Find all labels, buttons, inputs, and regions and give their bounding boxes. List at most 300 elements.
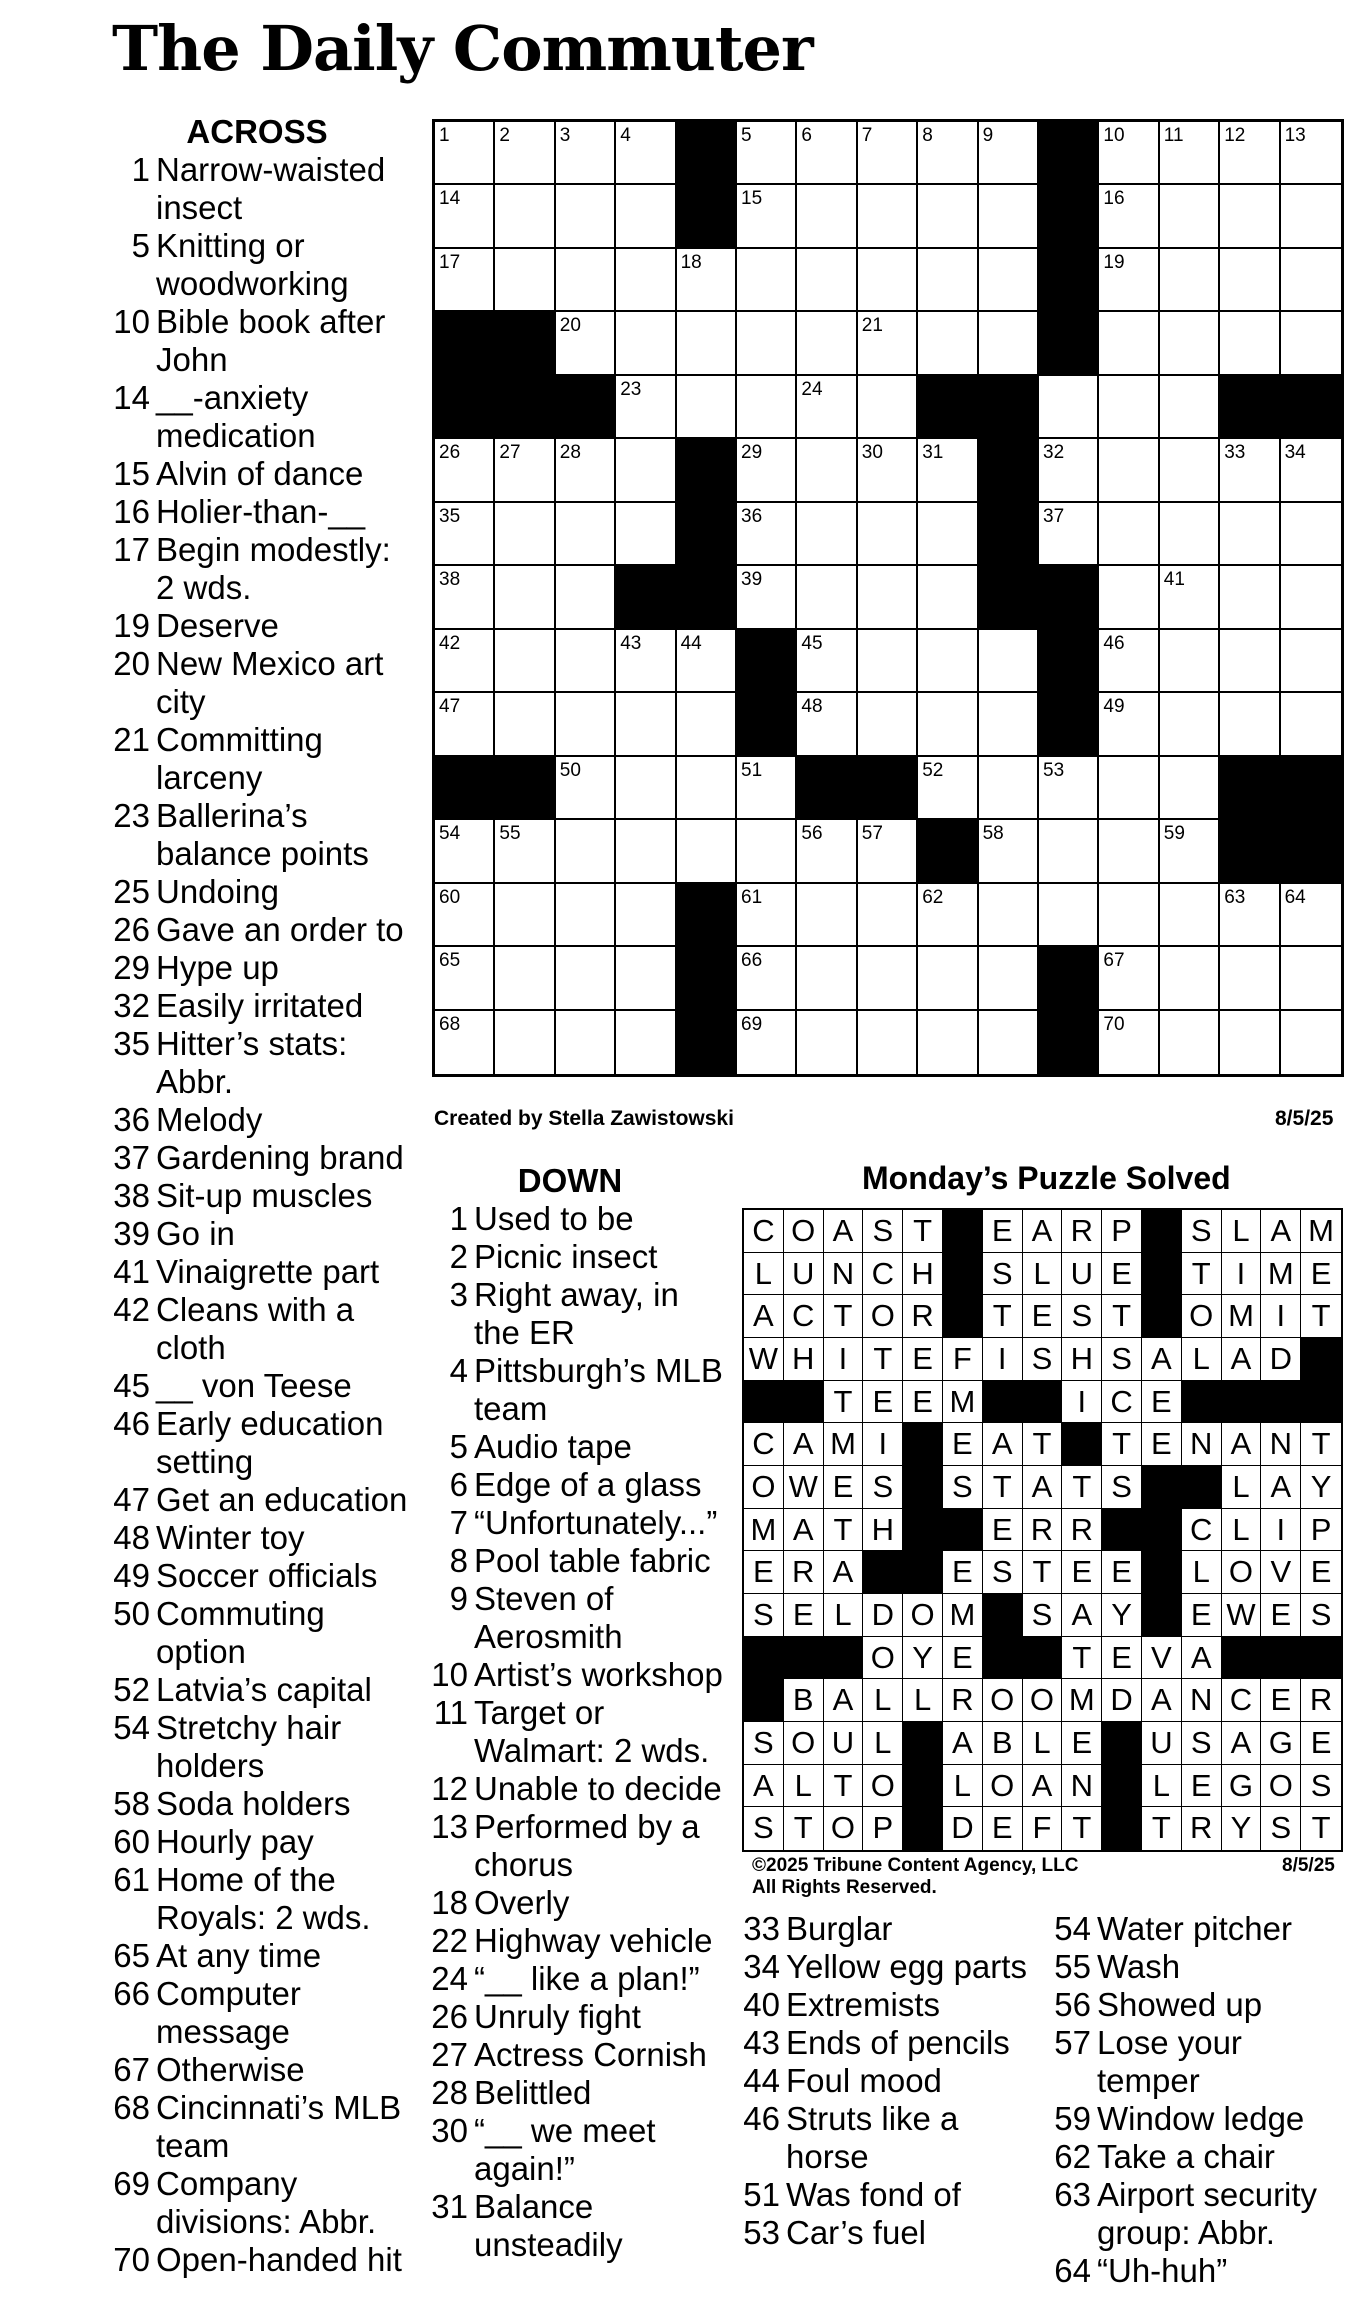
grid-cell[interactable]: [1160, 249, 1220, 312]
grid-cell[interactable]: [797, 312, 857, 375]
cell-number: 18: [680, 251, 702, 273]
solution-black-square: [784, 1637, 824, 1680]
black-square: [737, 630, 797, 693]
grid-cell[interactable]: [1220, 439, 1280, 502]
clue-number: 46: [113, 1405, 150, 1442]
cell-number: 54: [439, 823, 461, 845]
grid-cell[interactable]: [737, 439, 797, 502]
solution-letter: A: [1142, 1679, 1182, 1722]
grid-cell[interactable]: [677, 249, 737, 312]
grid-cell[interactable]: [1099, 185, 1159, 248]
solution-letter: C: [1102, 1381, 1142, 1424]
grid-cell[interactable]: [677, 312, 737, 375]
grid-cell[interactable]: [556, 122, 616, 185]
grid-cell[interactable]: [858, 820, 918, 883]
grid-cell[interactable]: [918, 757, 978, 820]
grid-cell[interactable]: [1281, 630, 1341, 693]
clue-down3-56: [1053, 1986, 1353, 2024]
clue-across-60: [112, 1823, 412, 1861]
grid-cell[interactable]: [1160, 503, 1220, 566]
grid-cell[interactable]: [1281, 566, 1341, 629]
grid-cell[interactable]: [495, 947, 555, 1010]
solution-letter: V: [1261, 1551, 1301, 1594]
cell-number: 29: [741, 442, 763, 464]
black-square: [1220, 820, 1280, 883]
grid-cell[interactable]: [858, 376, 918, 439]
grid-cell[interactable]: [435, 439, 495, 502]
grid-cell[interactable]: [1099, 566, 1159, 629]
grid-cell[interactable]: [918, 439, 978, 502]
cell-number: 5: [741, 125, 752, 146]
grid-cell[interactable]: [1281, 249, 1341, 312]
grid-cell[interactable]: [979, 312, 1039, 375]
grid-cell[interactable]: [737, 503, 797, 566]
clue-down2-46: [742, 2100, 1042, 2176]
grid-cell[interactable]: [556, 439, 616, 502]
clue-number: 53: [743, 2214, 780, 2251]
solution-letter: E: [824, 1466, 864, 1509]
grid-cell[interactable]: [1220, 693, 1280, 756]
grid-cell[interactable]: [918, 1011, 978, 1074]
grid-cell[interactable]: [737, 1011, 797, 1074]
clue-number: 2: [449, 1238, 468, 1275]
grid-cell[interactable]: [616, 757, 676, 820]
grid-cell[interactable]: [1039, 757, 1099, 820]
clue-number: 1: [131, 151, 150, 188]
grid-cell[interactable]: [979, 884, 1039, 947]
grid-cell[interactable]: [797, 503, 857, 566]
cell-number: 60: [439, 886, 461, 908]
solution-letter: N: [1182, 1679, 1222, 1722]
grid-cell[interactable]: [979, 249, 1039, 312]
grid-cell[interactable]: [616, 820, 676, 883]
black-square: [677, 884, 737, 947]
solution-letter: S: [744, 1594, 784, 1637]
clue-text: Performed by a chorus: [474, 1808, 700, 1883]
grid-cell[interactable]: [1160, 884, 1220, 947]
grid-cell[interactable]: [1281, 503, 1341, 566]
grid-cell[interactable]: [918, 884, 978, 947]
clue-down1-2: [430, 1238, 730, 1276]
down-list-3: [1053, 1910, 1353, 2290]
grid-cell[interactable]: [1281, 122, 1341, 185]
clue-number: 29: [113, 949, 150, 986]
grid-cell[interactable]: [979, 693, 1039, 756]
grid-cell[interactable]: [495, 439, 555, 502]
grid-cell[interactable]: [616, 1011, 676, 1074]
solution-letter: E: [1062, 1551, 1102, 1594]
grid-cell[interactable]: [918, 185, 978, 248]
grid-cell[interactable]: [435, 630, 495, 693]
solution-letter: I: [1222, 1253, 1262, 1296]
solution-letter: Y: [1301, 1466, 1341, 1509]
grid-cell[interactable]: [1160, 693, 1220, 756]
grid-cell[interactable]: [1160, 439, 1220, 502]
grid-cell[interactable]: [797, 630, 857, 693]
clue-down1-12: [430, 1770, 730, 1808]
grid-cell[interactable]: [1160, 185, 1220, 248]
cell-number: 56: [801, 823, 823, 845]
grid-cell[interactable]: [435, 249, 495, 312]
grid-cell[interactable]: [1160, 566, 1220, 629]
grid-cell[interactable]: [495, 503, 555, 566]
grid-cell[interactable]: [1099, 693, 1159, 756]
grid-cell[interactable]: [616, 884, 676, 947]
grid-cell[interactable]: [858, 693, 918, 756]
grid-cell[interactable]: [1220, 630, 1280, 693]
grid-cell[interactable]: [1220, 122, 1280, 185]
grid-cell[interactable]: [797, 1011, 857, 1074]
grid-cell[interactable]: [1039, 820, 1099, 883]
clue-text: Vinaigrette part: [156, 1253, 380, 1290]
grid-cell[interactable]: [1160, 1011, 1220, 1074]
black-square: [1039, 566, 1099, 629]
grid-cell[interactable]: [1099, 312, 1159, 375]
clue-number: 20: [113, 645, 150, 682]
clue-text: Steven of Aerosmith: [474, 1580, 623, 1655]
cell-number: 46: [1103, 632, 1125, 654]
grid-cell[interactable]: [797, 566, 857, 629]
grid-cell[interactable]: [858, 947, 918, 1010]
grid-cell[interactable]: [979, 947, 1039, 1010]
clue-text: Hourly pay: [156, 1823, 314, 1860]
grid-cell[interactable]: [677, 757, 737, 820]
solution-letter: M: [1062, 1679, 1102, 1722]
clue-number: 27: [431, 2036, 468, 2073]
grid-cell[interactable]: [495, 185, 555, 248]
grid-cell[interactable]: [556, 312, 616, 375]
solution-letter: E: [1182, 1594, 1222, 1637]
clue-number: 5: [449, 1428, 468, 1465]
solution-letter: R: [1062, 1210, 1102, 1253]
grid-cell[interactable]: [858, 630, 918, 693]
solution-letter: F: [1023, 1807, 1063, 1850]
solution-letter: N: [1062, 1765, 1102, 1808]
grid-cell[interactable]: [737, 122, 797, 185]
solution-letter: M: [943, 1381, 983, 1424]
clue-text: Go in: [156, 1215, 235, 1252]
grid-cell[interactable]: [1281, 185, 1341, 248]
grid-cell[interactable]: [979, 630, 1039, 693]
clue-text: __ von Teese: [156, 1367, 352, 1404]
grid-cell[interactable]: [1281, 693, 1341, 756]
grid-cell[interactable]: [677, 820, 737, 883]
cell-number: 22: [1043, 315, 1065, 337]
grid-cell[interactable]: [556, 503, 616, 566]
solution-letter: E: [903, 1381, 943, 1424]
clue-across-39: [112, 1215, 412, 1253]
black-square: [435, 312, 495, 375]
grid-cell[interactable]: [918, 249, 978, 312]
grid-cell[interactable]: [737, 249, 797, 312]
grid-cell[interactable]: [677, 693, 737, 756]
grid-cell[interactable]: [797, 122, 857, 185]
grid-cell[interactable]: [435, 693, 495, 756]
grid-cell[interactable]: [797, 947, 857, 1010]
grid-cell[interactable]: [1160, 820, 1220, 883]
grid-cell[interactable]: [616, 122, 676, 185]
grid-cell[interactable]: [435, 947, 495, 1010]
grid-cell[interactable]: [556, 1011, 616, 1074]
grid-cell[interactable]: [918, 693, 978, 756]
grid-cell[interactable]: [616, 376, 676, 439]
clue-down2-43: [742, 2024, 1042, 2062]
cell-number: 19: [1103, 251, 1125, 273]
grid-cell[interactable]: [556, 630, 616, 693]
grid-cell[interactable]: [1099, 439, 1159, 502]
grid-cell[interactable]: [979, 820, 1039, 883]
grid-cell[interactable]: [435, 122, 495, 185]
grid-cell[interactable]: [1160, 757, 1220, 820]
grid-cell[interactable]: [616, 439, 676, 502]
grid-cell[interactable]: [556, 693, 616, 756]
clue-number: 4: [449, 1352, 468, 1389]
grid-cell[interactable]: [1220, 185, 1280, 248]
clue-across-50: [112, 1595, 412, 1671]
grid-cell[interactable]: [556, 566, 616, 629]
solution-black-square: [1023, 1637, 1063, 1680]
cell-number: 52: [922, 759, 944, 781]
cell-number: 3: [559, 125, 571, 146]
black-square: [677, 439, 737, 502]
clue-text: Bible book after John: [156, 303, 386, 378]
solution-black-square: [1142, 1466, 1182, 1509]
grid-cell[interactable]: [616, 693, 676, 756]
solution-letter: Y: [1222, 1807, 1262, 1850]
grid-cell[interactable]: [797, 884, 857, 947]
clue-number: 62: [1054, 2138, 1091, 2175]
grid-cell[interactable]: [918, 630, 978, 693]
cell-number: 7: [861, 125, 873, 146]
grid-cell[interactable]: [435, 503, 495, 566]
solution-letter: O: [1182, 1295, 1222, 1338]
grid-cell[interactable]: [858, 249, 918, 312]
grid-cell[interactable]: [1281, 1011, 1341, 1074]
solution-letter: A: [744, 1765, 784, 1808]
grid-cell[interactable]: [556, 757, 616, 820]
grid-cell[interactable]: [979, 1011, 1039, 1074]
solution-letter: O: [744, 1466, 784, 1509]
grid-cell[interactable]: [616, 249, 676, 312]
grid-cell[interactable]: [616, 503, 676, 566]
solution-letter: M: [943, 1594, 983, 1637]
grid-cell[interactable]: [858, 566, 918, 629]
grid-cell[interactable]: [435, 884, 495, 947]
grid-cell[interactable]: [1220, 312, 1280, 375]
clue-number: 40: [743, 1986, 780, 2023]
black-square: [677, 566, 737, 629]
grid-cell[interactable]: [858, 312, 918, 375]
solution-letter: E: [1142, 1381, 1182, 1424]
solution-letter: O: [863, 1295, 903, 1338]
grid-cell[interactable]: [495, 566, 555, 629]
solution-black-square: [1142, 1295, 1182, 1338]
solution-black-square: [1102, 1807, 1142, 1850]
solution-black-square: [863, 1551, 903, 1594]
grid-cell[interactable]: [435, 820, 495, 883]
clue-down1-4: [430, 1352, 730, 1428]
black-square: [979, 439, 1039, 502]
grid-cell[interactable]: [677, 376, 737, 439]
grid-cell[interactable]: [797, 439, 857, 502]
grid-cell[interactable]: [1099, 884, 1159, 947]
cell-number: 10: [1103, 125, 1125, 146]
grid-cell[interactable]: [797, 185, 857, 248]
grid-cell[interactable]: [797, 249, 857, 312]
grid-cell[interactable]: [1099, 376, 1159, 439]
grid-cell[interactable]: [858, 122, 918, 185]
grid-cell[interactable]: [918, 122, 978, 185]
solution-letter: I: [983, 1338, 1023, 1381]
grid-cell[interactable]: [737, 566, 797, 629]
grid-cell[interactable]: [737, 312, 797, 375]
clue-text: Actress Cornish: [474, 2036, 707, 2073]
grid-cell[interactable]: [737, 884, 797, 947]
solution-letter: E: [943, 1423, 983, 1466]
grid-cell[interactable]: [495, 249, 555, 312]
solution-letter: T: [1062, 1807, 1102, 1850]
grid-cell[interactable]: [1099, 820, 1159, 883]
clue-text: Unable to decide: [474, 1770, 722, 1807]
grid-cell[interactable]: [1281, 947, 1341, 1010]
grid-cell[interactable]: [495, 122, 555, 185]
grid-cell[interactable]: [495, 630, 555, 693]
clue-across-20: [112, 645, 412, 721]
clue-text: “Uh-huh”: [1097, 2252, 1228, 2289]
grid-cell[interactable]: [495, 820, 555, 883]
solution-letter: R: [1062, 1509, 1102, 1552]
grid-cell[interactable]: [556, 947, 616, 1010]
clue-number: 35: [113, 1025, 150, 1062]
solution-black-square: [1301, 1637, 1341, 1680]
grid-cell[interactable]: [1160, 630, 1220, 693]
grid-cell[interactable]: [1099, 630, 1159, 693]
grid-cell[interactable]: [858, 503, 918, 566]
grid-cell[interactable]: [1160, 376, 1220, 439]
grid-cell[interactable]: [858, 439, 918, 502]
grid-cell[interactable]: [1039, 503, 1099, 566]
grid-cell[interactable]: [797, 693, 857, 756]
grid-cell[interactable]: [556, 884, 616, 947]
grid-cell[interactable]: [1099, 249, 1159, 312]
solution-letter: H: [903, 1253, 943, 1296]
cell-number: 51: [741, 759, 763, 781]
clue-number: 70: [113, 2241, 150, 2278]
clue-across-32: [112, 987, 412, 1025]
grid-cell[interactable]: [1220, 503, 1280, 566]
grid-cell[interactable]: [1220, 884, 1280, 947]
grid-cell[interactable]: [797, 376, 857, 439]
cell-number: 35: [439, 505, 461, 527]
grid-cell[interactable]: [556, 820, 616, 883]
grid-cell[interactable]: [858, 884, 918, 947]
grid-cell[interactable]: [495, 693, 555, 756]
grid-cell[interactable]: [858, 1011, 918, 1074]
black-square: [677, 185, 737, 248]
grid-cell[interactable]: [979, 122, 1039, 185]
grid-cell[interactable]: [979, 757, 1039, 820]
grid-cell[interactable]: [1281, 312, 1341, 375]
grid-cell[interactable]: [1099, 947, 1159, 1010]
grid-cell[interactable]: [1039, 439, 1099, 502]
grid-cell[interactable]: [1220, 1011, 1280, 1074]
solution-grid: [742, 1208, 1343, 1852]
grid-cell[interactable]: [1099, 122, 1159, 185]
grid-cell[interactable]: [495, 884, 555, 947]
crossword-grid[interactable]: [432, 119, 1344, 1077]
grid-cell[interactable]: [616, 185, 676, 248]
grid-cell[interactable]: [737, 757, 797, 820]
grid-cell[interactable]: [495, 1011, 555, 1074]
grid-cell[interactable]: [737, 947, 797, 1010]
grid-cell[interactable]: [556, 249, 616, 312]
grid-cell[interactable]: [677, 630, 737, 693]
grid-cell[interactable]: [1039, 376, 1099, 439]
grid-cell[interactable]: [1160, 122, 1220, 185]
grid-cell[interactable]: [1220, 566, 1280, 629]
clue-down1-24: [430, 1960, 730, 1998]
grid-cell[interactable]: [1160, 947, 1220, 1010]
grid-cell[interactable]: [1099, 503, 1159, 566]
across-list: [112, 151, 412, 2279]
grid-cell[interactable]: [616, 947, 676, 1010]
cell-number: 38: [439, 569, 461, 591]
grid-cell[interactable]: [918, 566, 978, 629]
grid-cell[interactable]: [1160, 312, 1220, 375]
grid-cell[interactable]: [1099, 757, 1159, 820]
clue-number: 34: [743, 1948, 780, 1985]
grid-cell[interactable]: [556, 185, 616, 248]
clue-text: Wash: [1097, 1948, 1181, 1985]
clue-number: 55: [1054, 1948, 1091, 1985]
grid-cell[interactable]: [737, 376, 797, 439]
grid-cell[interactable]: [435, 185, 495, 248]
grid-cell[interactable]: [918, 312, 978, 375]
clue-text: Unruly fight: [474, 1998, 641, 2035]
grid-cell[interactable]: [1220, 249, 1280, 312]
solution-letter: E: [1301, 1253, 1341, 1296]
solution-black-square: [983, 1637, 1023, 1680]
clue-down1-7: [430, 1504, 730, 1542]
grid-cell[interactable]: [616, 630, 676, 693]
grid-cell[interactable]: [1281, 439, 1341, 502]
solution-letter: F: [943, 1338, 983, 1381]
grid-cell[interactable]: [918, 503, 978, 566]
grid-cell[interactable]: [1039, 884, 1099, 947]
clue-across-41: [112, 1253, 412, 1291]
grid-cell[interactable]: [737, 185, 797, 248]
grid-cell[interactable]: [1281, 884, 1341, 947]
grid-cell[interactable]: [1220, 947, 1280, 1010]
grid-cell[interactable]: [979, 185, 1039, 248]
grid-cell[interactable]: [616, 312, 676, 375]
solution-letter: A: [1023, 1466, 1063, 1509]
grid-cell[interactable]: [797, 820, 857, 883]
grid-cell[interactable]: [858, 185, 918, 248]
solution-letter: S: [1102, 1466, 1142, 1509]
grid-cell[interactable]: [1099, 1011, 1159, 1074]
clue-text: Holier-than-__: [156, 493, 366, 530]
clue-number: 54: [1054, 1910, 1091, 1947]
grid-cell[interactable]: [435, 1011, 495, 1074]
grid-cell[interactable]: [918, 947, 978, 1010]
black-square: [737, 693, 797, 756]
solution-letter: L: [784, 1765, 824, 1808]
grid-cell[interactable]: [737, 820, 797, 883]
clue-across-42: [112, 1291, 412, 1367]
clue-across-45: [112, 1367, 412, 1405]
grid-cell[interactable]: [435, 566, 495, 629]
